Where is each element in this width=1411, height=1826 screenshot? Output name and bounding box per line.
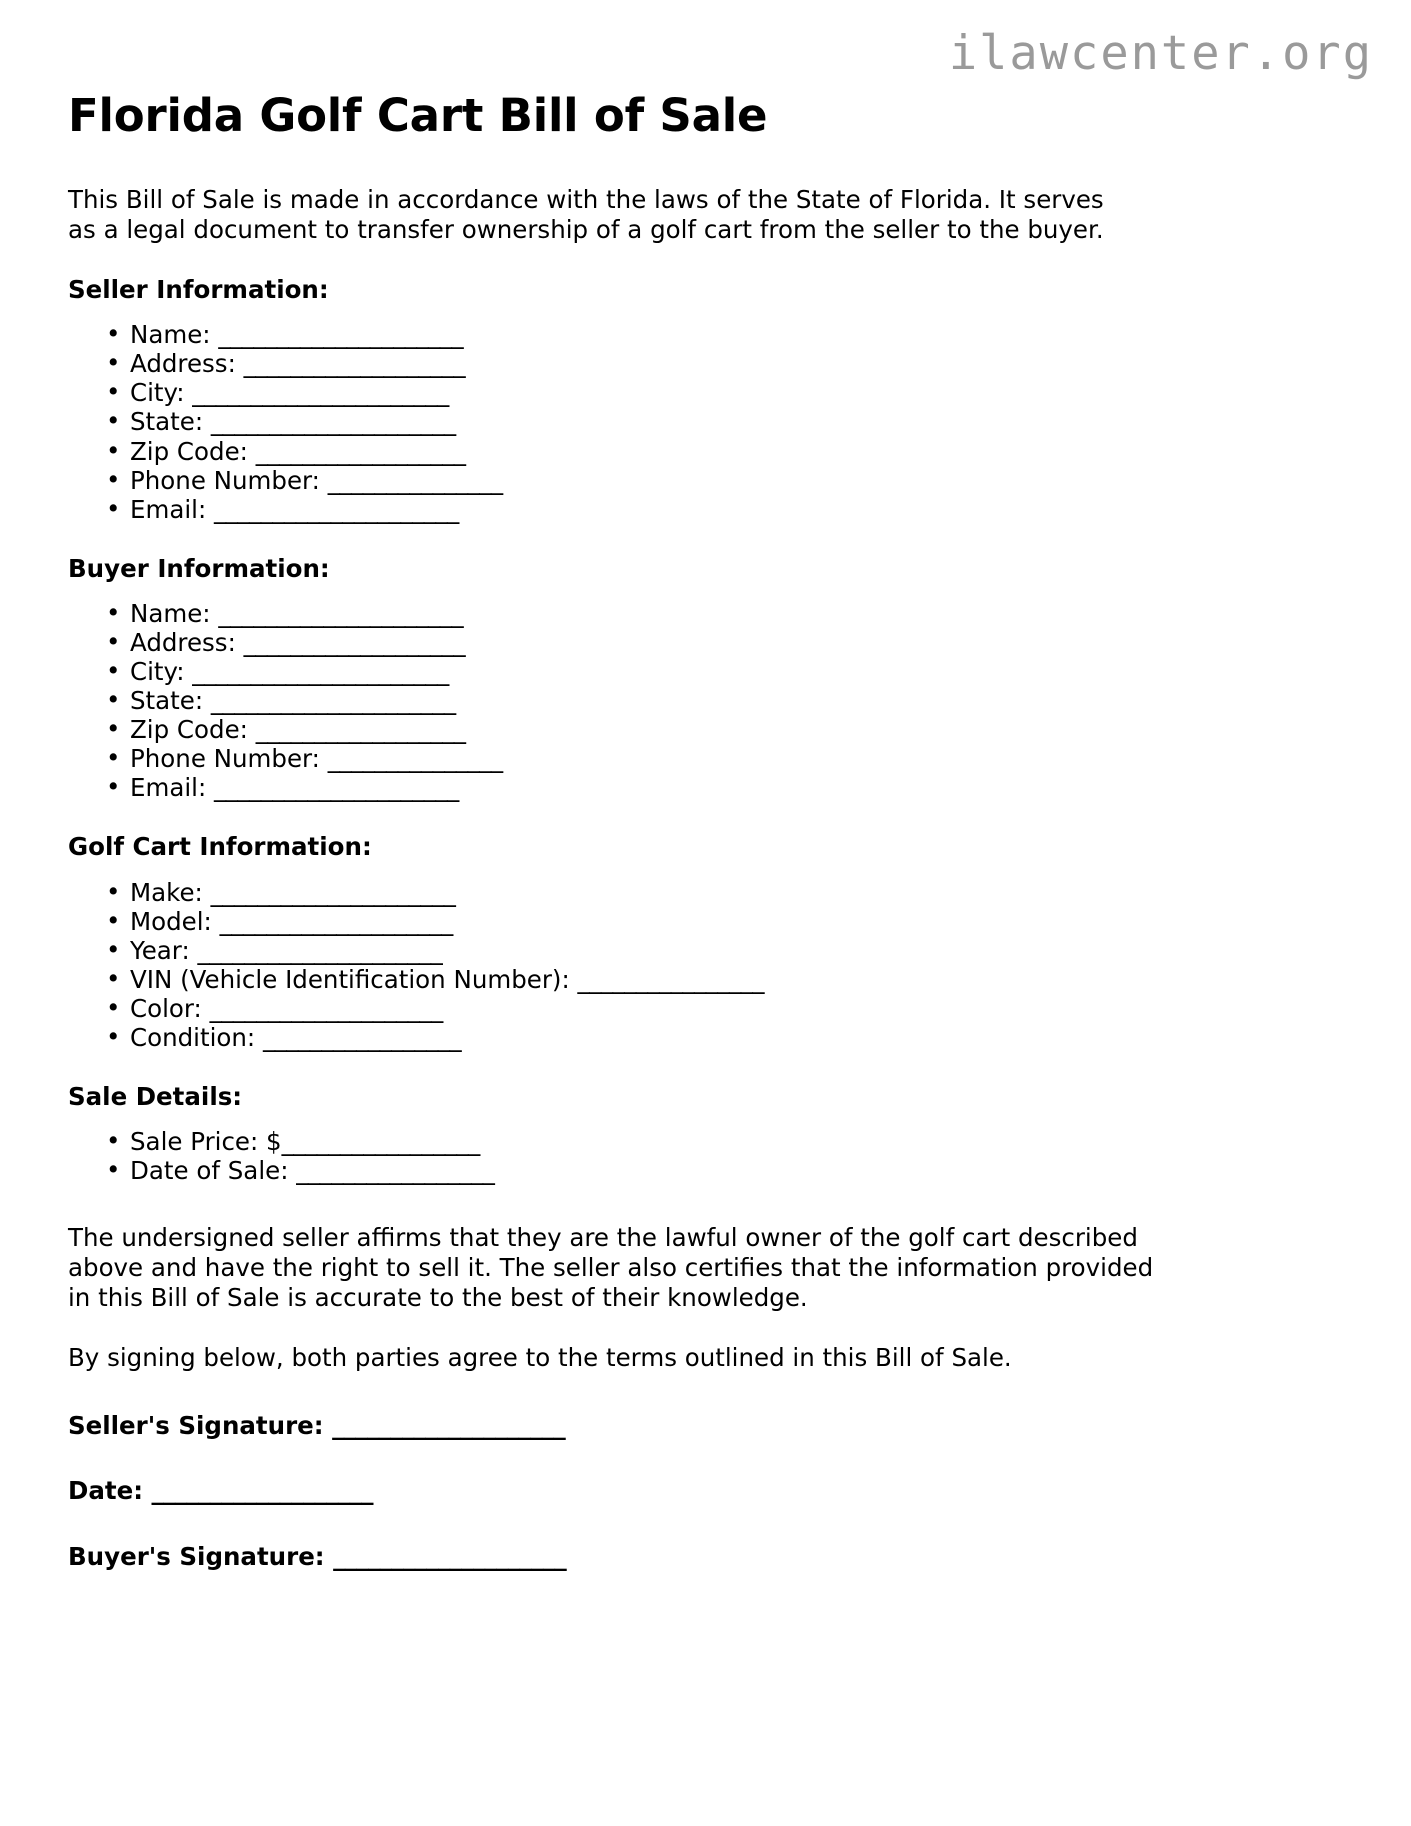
list-item bbox=[68, 1023, 1343, 1052]
buyer-field-list bbox=[68, 583, 1343, 802]
list-item bbox=[68, 495, 1343, 524]
field-blank[interactable]: _____________________ bbox=[214, 494, 459, 524]
field-label: Condition: bbox=[130, 1022, 256, 1052]
field-label: Year: bbox=[130, 935, 190, 965]
field-label: Phone Number: bbox=[130, 465, 320, 495]
field-blank[interactable]: _____________________ bbox=[197, 935, 443, 965]
field-blank[interactable]: __________________ bbox=[255, 715, 466, 745]
field-label: City: bbox=[130, 657, 185, 687]
buyer-signature-line bbox=[68, 1542, 1343, 1571]
list-item bbox=[68, 599, 1343, 628]
field-blank[interactable]: ____________________ bbox=[219, 906, 453, 936]
field-label: Zip Code: bbox=[130, 436, 248, 466]
site-watermark: ilawcenter.org bbox=[948, 26, 1373, 81]
signature-blank[interactable]: ___________________ bbox=[151, 1476, 373, 1506]
affirmation-paragraph: The undersigned seller affirms that they are the lawful owner of the golf cart described above and have the right to sell it. The seller also certifies that the information provided in this Bill of Sale is accurate to the best of their knowledge. bbox=[68, 1223, 1154, 1312]
signature-blank[interactable]: ____________________ bbox=[332, 1410, 566, 1440]
list-item bbox=[68, 965, 1343, 994]
section-buyer-information bbox=[68, 524, 1343, 803]
field-label: Address: bbox=[130, 349, 236, 379]
field-blank[interactable]: _____________________ bbox=[210, 407, 456, 437]
list-item bbox=[68, 1127, 1343, 1156]
field-label: Name: bbox=[130, 599, 211, 628]
list-item bbox=[68, 878, 1343, 907]
list-item bbox=[68, 407, 1343, 436]
field-label: Model: bbox=[130, 906, 212, 936]
field-label: Name: bbox=[130, 320, 211, 350]
field-blank[interactable]: _______________ bbox=[327, 465, 503, 495]
signature-blank[interactable]: ____________________ bbox=[333, 1541, 567, 1571]
field-label: State: bbox=[130, 686, 204, 716]
field-label: Address: bbox=[130, 628, 236, 658]
field-label: Zip Code: bbox=[130, 715, 248, 745]
list-item bbox=[68, 437, 1343, 466]
field-label: Email: bbox=[130, 494, 207, 524]
section-heading: Seller Information: bbox=[68, 275, 329, 304]
date-line bbox=[68, 1476, 1343, 1541]
list-item bbox=[68, 744, 1343, 773]
signature-label: Date: bbox=[68, 1476, 143, 1506]
section-heading: Buyer Information: bbox=[68, 553, 330, 583]
agreement-paragraph: By signing below, both parties agree to the terms outlined in this Bill of Sale. bbox=[68, 1342, 1012, 1372]
signature-block bbox=[68, 1373, 1343, 1571]
field-label: Email: bbox=[130, 773, 207, 803]
field-label: Phone Number: bbox=[130, 744, 320, 774]
section-heading: Sale Details: bbox=[68, 1081, 243, 1111]
section-sale-details bbox=[68, 1052, 1343, 1185]
field-label: City: bbox=[130, 378, 185, 408]
field-label: Sale Price: $ bbox=[130, 1127, 282, 1157]
field-blank[interactable]: _____________________ bbox=[218, 320, 463, 350]
section-heading: Golf Cart Information: bbox=[68, 832, 372, 862]
seller-field-list bbox=[68, 304, 1343, 523]
field-blank[interactable]: ___________________ bbox=[243, 349, 465, 379]
field-blank[interactable]: _____________________ bbox=[214, 773, 459, 803]
field-label: VIN (Vehicle Identification Number): bbox=[130, 964, 570, 994]
sale-details-field-list bbox=[68, 1111, 1343, 1185]
list-item bbox=[68, 628, 1343, 657]
field-blank[interactable]: __________________ bbox=[255, 436, 466, 466]
field-label: Date of Sale: bbox=[130, 1156, 289, 1186]
field-blank[interactable]: ________________ bbox=[577, 964, 764, 994]
list-item bbox=[68, 994, 1343, 1023]
golf-cart-field-list bbox=[68, 862, 1343, 1052]
signature-label: Seller's Signature: bbox=[68, 1410, 324, 1440]
section-seller-information bbox=[68, 245, 1343, 524]
intro-paragraph: This Bill of Sale is made in accordance with the laws of the State of Florida. It serves as a legal document to transfer ownership of a golf cart from the seller to the buyer. bbox=[68, 185, 1104, 245]
field-blank[interactable]: _______________ bbox=[327, 744, 503, 774]
field-blank[interactable]: _________________ bbox=[262, 1022, 462, 1052]
field-label: Make: bbox=[130, 877, 203, 907]
field-label: Color: bbox=[130, 993, 202, 1023]
seller-signature-line bbox=[68, 1411, 1343, 1476]
list-item bbox=[68, 1156, 1343, 1185]
list-item bbox=[68, 936, 1343, 965]
section-golf-cart-information bbox=[68, 802, 1343, 1052]
list-item bbox=[68, 466, 1343, 495]
field-blank[interactable]: _________________ bbox=[296, 1156, 495, 1186]
field-blank[interactable]: ____________________ bbox=[209, 993, 443, 1023]
field-blank[interactable]: _____________________ bbox=[218, 599, 463, 628]
list-item bbox=[68, 378, 1343, 407]
page-title: Florida Golf Cart Bill of Sale bbox=[68, 89, 768, 142]
field-blank[interactable]: _____________________ bbox=[210, 686, 456, 716]
field-blank[interactable]: ______________________ bbox=[192, 657, 449, 687]
field-blank[interactable]: ______________________ bbox=[192, 378, 449, 408]
field-label: State: bbox=[130, 407, 204, 437]
field-blank[interactable]: _____________________ bbox=[210, 877, 456, 907]
list-item bbox=[68, 686, 1343, 715]
field-blank[interactable]: ___________________ bbox=[243, 628, 465, 658]
signature-label: Buyer's Signature: bbox=[68, 1541, 325, 1571]
list-item bbox=[68, 907, 1343, 936]
list-item bbox=[68, 349, 1343, 378]
list-item bbox=[68, 773, 1343, 802]
list-item bbox=[68, 715, 1343, 744]
list-item bbox=[68, 657, 1343, 686]
list-item bbox=[68, 320, 1343, 349]
field-blank[interactable]: _________________ bbox=[281, 1127, 480, 1157]
